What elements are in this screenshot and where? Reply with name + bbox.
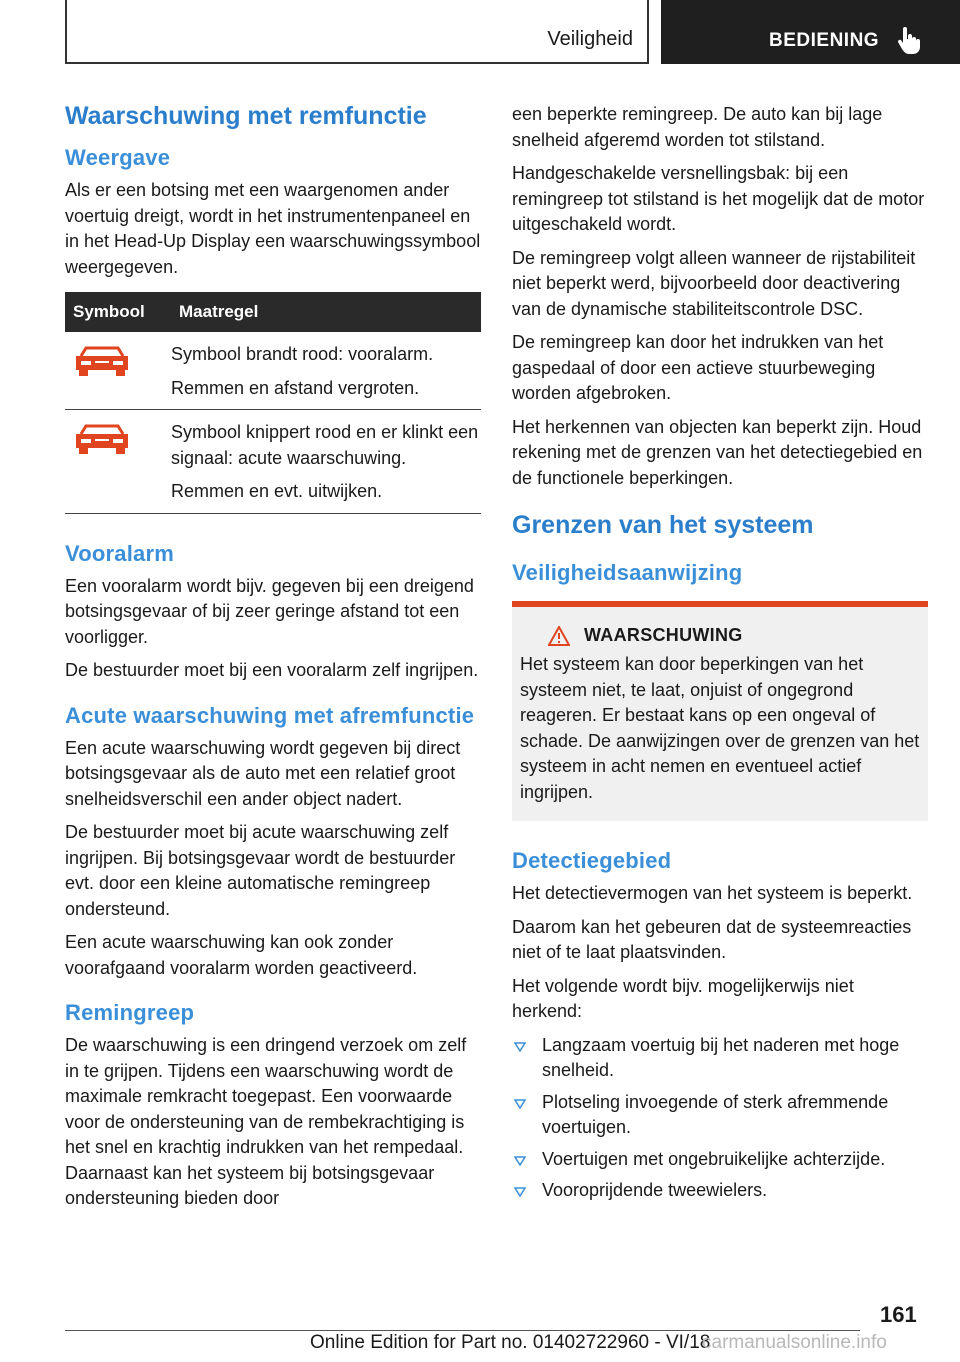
paragraph: Handgeschakelde versnellingsbak: bij een remingreep tot stilstand is het mogelijk dat de motor uitgeschakeld wordt. bbox=[512, 163, 925, 234]
heading-acute: Acute waarschuwing met afremfunctie bbox=[65, 702, 475, 728]
warning-triangle-icon bbox=[548, 626, 570, 646]
warning-box bbox=[512, 601, 928, 821]
paragraph: Een vooralarm wordt bijv. gegeven bij een dreigend botsingsgevaar of bij zeer geringe afstand tot een voorligger. bbox=[65, 575, 474, 647]
triangle-bullet-icon bbox=[514, 1187, 526, 1197]
list-item: Voertuigen met ongebruikelijke achterzijde. bbox=[512, 1147, 928, 1173]
paragraph: De bestuurder moet bij acute waarschuwing zelf ingrijpen. Bij botsingsgevaar wordt de bestuurder evt. door een kleine automatische remingreep ondersteund. bbox=[65, 822, 456, 919]
page-number: 161 bbox=[880, 1302, 917, 1327]
header-chapter-box bbox=[661, 0, 960, 64]
paragraph: De waarschuwing is een dringend verzoek om zelf in te grijpen. Tijdens een waarschuwing wordt de maximale remkracht toegepast. Een voorwaarde voor de ondersteuning van de rembekrachtiging is het snel en krachtig indrukken van het rempedaal. Daarnaast kan het systeem bij botsingsgevaar ondersteuning bieden door bbox=[65, 1035, 467, 1208]
heading-weergave: Weergave bbox=[65, 145, 171, 170]
paragraph: een beperkte remingreep. De auto kan bij lage snelheid afgeremd worden tot stilstand. bbox=[512, 104, 883, 150]
table-cell: Symbool knippert rood en er klinkt een signaal: acute waarschuwing. bbox=[171, 422, 479, 468]
table-row bbox=[65, 410, 481, 514]
table-cell: Remmen en evt. uitwijken. bbox=[171, 481, 383, 501]
heading-grenzen: Grenzen van het systeem bbox=[512, 511, 814, 539]
heading-remingreep: Remingreep bbox=[65, 1000, 195, 1025]
left-column bbox=[65, 100, 481, 1220]
paragraph: Het herkennen van objecten kan beperkt zijn. Houd rekening met de grenzen van het detectiegebied en de functionele beperkingen. bbox=[512, 416, 923, 488]
heading-veiligheid: Veiligheidsaanwijzing bbox=[512, 560, 743, 585]
list-item: Vooroprijdende tweewielers. bbox=[512, 1178, 928, 1204]
header-section-box bbox=[65, 0, 649, 64]
heading-vooralarm: Vooralarm bbox=[65, 540, 174, 566]
paragraph: De remingreep volgt alleen wanneer de rijstabiliteit niet beperkt werd, bijvoorbeeld door deactivering van de dynamische stabiliteitscontrole DSC. bbox=[512, 247, 916, 319]
table-cell: Remmen en afstand vergroten. bbox=[171, 377, 420, 398]
paragraph: Een acute waarschuwing kan ook zonder voorafgaand vooralarm worden geactiveerd. bbox=[65, 932, 418, 978]
paragraph: Het detectievermogen van het systeem is beperkt. bbox=[512, 883, 913, 903]
triangle-bullet-icon bbox=[514, 1042, 526, 1052]
paragraph: Als er een botsing met een waargenomen ander voertuig dreigt, wordt in het instrumentenpaneel en in het Head-Up Display een waarschuwingssymbool weergegeven. bbox=[65, 180, 481, 277]
chapter-title: BEDIENING bbox=[769, 30, 880, 51]
warning-title: WAARSCHUWING bbox=[584, 625, 743, 645]
triangle-bullet-icon bbox=[514, 1156, 526, 1166]
list-item: Langzaam voertuig bij het naderen met hoge snelheid. bbox=[512, 1033, 928, 1084]
paragraph: De remingreep kan door het indrukken van het gaspedaal of door een actieve stuurbeweging worden afgebroken. bbox=[512, 332, 884, 403]
car-warning-icon bbox=[73, 420, 131, 460]
footer-divider bbox=[65, 1330, 860, 1331]
hand-pointer-icon bbox=[897, 27, 921, 55]
warning-text: Het systeem kan door beperkingen van het systeem niet, te laat, onjuist of ongegrond reageren. Er bestaat kans op een ongeval of schade. De aanwijzingen over de grenzen van het systeem in acht nemen en eventueel actief ingrijpen. bbox=[520, 654, 920, 802]
paragraph: Een acute waarschuwing wordt gegeven bij direct botsingsgevaar als de auto met een relatief groot snelheidsverschil een ander object nadert. bbox=[65, 737, 461, 809]
right-column bbox=[512, 102, 928, 1210]
paragraph: De bestuurder moet bij een vooralarm zelf ingrijpen. bbox=[65, 660, 479, 680]
list-item: Plotseling invoegende of sterk afremmende voertuigen. bbox=[512, 1090, 928, 1141]
watermark: carmanualsonline.info bbox=[702, 1332, 887, 1353]
paragraph: Het volgende wordt bijv. mogelijkerwijs niet herkend: bbox=[512, 975, 854, 1021]
footer-edition: Online Edition for Part no. 01402722960 - VI/18 bbox=[310, 1332, 711, 1353]
table-row bbox=[65, 332, 481, 410]
bullet-list bbox=[512, 1033, 928, 1204]
section-title: Veiligheid bbox=[547, 28, 633, 50]
page-title: Waarschuwing met remfunctie bbox=[65, 102, 427, 130]
paragraph: Daarom kan het gebeuren dat de systeemreacties niet of te laat plaatsvinden. bbox=[512, 916, 912, 962]
symbol-table bbox=[65, 292, 481, 514]
table-header-maatregel: Maatregel bbox=[171, 292, 481, 332]
heading-detectiegebied: Detectiegebied bbox=[512, 848, 672, 873]
triangle-bullet-icon bbox=[514, 1099, 526, 1109]
car-warning-icon bbox=[73, 342, 131, 382]
table-header-symbool: Symbool bbox=[65, 292, 171, 332]
table-cell: Symbool brandt rood: vooralarm. bbox=[171, 344, 434, 364]
